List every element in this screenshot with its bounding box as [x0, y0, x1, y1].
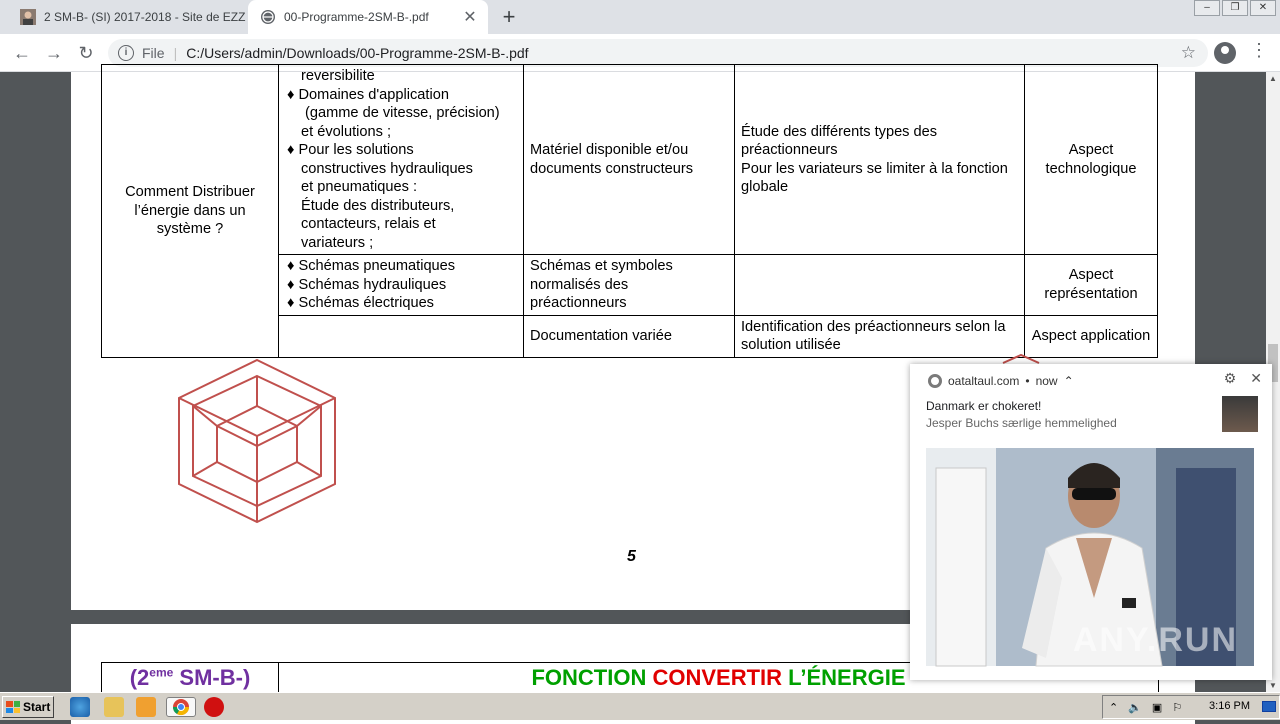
chrome-taskbar-icon[interactable]	[166, 697, 196, 717]
bullet-item: ♦ Schémas hydrauliques	[287, 276, 447, 293]
forward-arrow-icon[interactable]: →	[45, 43, 63, 63]
notification-title: Danmark er chokeret!	[926, 399, 1042, 413]
system-tray	[1102, 695, 1280, 719]
source-domain: oataltaul.com	[948, 374, 1020, 388]
notes-cell: Étude des différents types des préactionneurs Pour les variateurs se limiter à la fonction globale	[735, 65, 1025, 255]
expand-chevron-icon[interactable]: ⌃	[1063, 374, 1074, 388]
content-line: variateurs ;	[301, 234, 374, 251]
scroll-up-icon[interactable]: ▲	[1269, 74, 1277, 83]
tray-expand-icon[interactable]: ⌃	[1109, 701, 1119, 714]
info-icon[interactable]: i	[118, 45, 134, 61]
content-line: (gamme de vitesse, précision)	[305, 105, 500, 121]
bullet-item: ♦ Schémas électriques	[287, 295, 434, 311]
minimize-icon[interactable]: –	[1194, 0, 1220, 16]
question-cell: Comment Distribuer l’énergie dans un système ?	[102, 65, 279, 358]
media-player-icon[interactable]	[136, 697, 156, 717]
kebab-menu-icon[interactable]: ⋮	[1250, 40, 1268, 60]
notes-cell: Identification des préactionneurs selon la solution utilisée	[735, 315, 1025, 357]
tab-title: 00-Programme-2SM-B-.pdf	[284, 10, 429, 24]
window-controls	[1194, 0, 1276, 18]
bookmark-star-icon[interactable]: ☆	[1180, 43, 1196, 62]
resources-cell: Documentation variée	[524, 315, 735, 357]
notification-source	[928, 374, 1074, 388]
internet-explorer-icon[interactable]	[70, 697, 90, 717]
new-tab-icon[interactable]: +	[502, 4, 516, 29]
chrome-logo-icon	[172, 698, 190, 716]
chrome-icon	[928, 374, 942, 388]
title-part: L’ÉNERGIE	[782, 664, 906, 690]
dot-separator: •	[1025, 374, 1030, 388]
settings-gear-icon[interactable]: ⚙	[1223, 370, 1237, 386]
close-window-icon[interactable]: ✕	[1250, 0, 1276, 16]
notification-image[interactable]	[926, 448, 1254, 666]
title-part: FONCTION	[531, 664, 653, 690]
resources-cell: Matériel disponible et/ou documents constructeurs	[524, 65, 735, 255]
windows-logo-icon	[6, 701, 20, 713]
notification-thumbnail	[1222, 396, 1258, 432]
title-part: CONVERTIR	[652, 664, 783, 690]
content-cell	[279, 255, 524, 316]
notification-time: now	[1035, 374, 1058, 388]
table-row	[102, 65, 1158, 255]
level-cell	[102, 663, 279, 693]
aspect-cell: Aspect application	[1025, 315, 1158, 357]
level-text: (2	[129, 664, 150, 690]
bullet-item: ♦ Schémas pneumatiques	[287, 258, 456, 274]
content-line: Étude des distributeurs,	[301, 197, 455, 214]
tab-close-icon[interactable]: ✕	[463, 9, 477, 26]
aspect-cell: Aspect représentation	[1025, 255, 1158, 316]
resources-cell: Schémas et symboles normalisés des préactionneurs	[524, 255, 735, 316]
avatar-favicon-icon	[20, 9, 36, 25]
bullet-text: Schémas hydrauliques	[298, 276, 447, 293]
globe-icon	[260, 9, 276, 25]
folder-icon[interactable]	[104, 697, 124, 717]
level-superscript: eme	[149, 665, 174, 680]
content-cell	[279, 315, 524, 357]
restore-icon[interactable]: ❐	[1222, 0, 1248, 16]
bullet-item: ♦ Pour les solutions	[287, 142, 414, 158]
profile-icon[interactable]	[1214, 42, 1236, 64]
program-table	[101, 64, 1158, 358]
back-arrow-icon[interactable]: ←	[13, 43, 31, 63]
bullet-text: Pour les solutions	[298, 142, 414, 158]
content-line: contacteurs, relais et	[301, 216, 436, 232]
content-line: reversibilite	[301, 68, 375, 84]
content-line: et évolutions ;	[301, 123, 392, 140]
scheme-label: File	[142, 45, 165, 61]
cube-logo-fragment	[1001, 354, 1041, 364]
address-bar[interactable]	[108, 39, 1208, 67]
watermark-text: ANY.RUN	[1072, 621, 1238, 659]
impossible-cube-logo	[175, 358, 339, 524]
speaker-icon[interactable]: 🔈	[1128, 701, 1142, 714]
level-text: SM-B-)	[173, 664, 251, 690]
windows-taskbar	[0, 692, 1280, 720]
bullet-text: Schémas pneumatiques	[298, 258, 456, 274]
notification-body: Jesper Buchs særlige hemmelighed	[926, 416, 1117, 430]
show-desktop-icon[interactable]	[1262, 701, 1276, 712]
tab-title: 2 SM-B- (SI) 2017-2018 - Site de EZZ	[44, 10, 246, 24]
tab-site[interactable]	[8, 0, 248, 34]
tab-strip	[0, 0, 1280, 34]
push-notification[interactable]	[910, 364, 1272, 680]
aspect-cell: Aspect technologique	[1025, 65, 1158, 255]
flag-icon[interactable]: ⚐	[1172, 701, 1183, 714]
start-label: Start	[23, 700, 51, 714]
url-text: C:/Users/admin/Downloads/00-Programme-2SM-B-.pdf	[186, 45, 529, 61]
bullet-item: ♦ Domaines d'application	[287, 86, 449, 103]
page-number: 5	[627, 548, 636, 565]
network-icon[interactable]: ▣	[1151, 701, 1163, 714]
content-cell	[279, 65, 524, 255]
content-line: constructives hydrauliques	[301, 160, 473, 177]
bullet-text: Domaines d'application	[298, 86, 449, 103]
tab-pdf[interactable]	[248, 0, 488, 34]
content-line: et pneumatiques :	[301, 179, 418, 195]
notes-cell	[735, 255, 1025, 316]
clock: 3:16 PM	[1209, 700, 1250, 712]
close-icon[interactable]: ✕	[1250, 370, 1262, 386]
bullet-text: Schémas électriques	[298, 295, 434, 311]
scroll-down-icon[interactable]: ▼	[1269, 681, 1277, 690]
reload-icon[interactable]: ↻	[78, 43, 94, 63]
separator: |	[173, 45, 178, 61]
stop-icon[interactable]	[204, 697, 224, 717]
start-button[interactable]	[2, 696, 54, 718]
notification-actions	[1224, 370, 1262, 387]
